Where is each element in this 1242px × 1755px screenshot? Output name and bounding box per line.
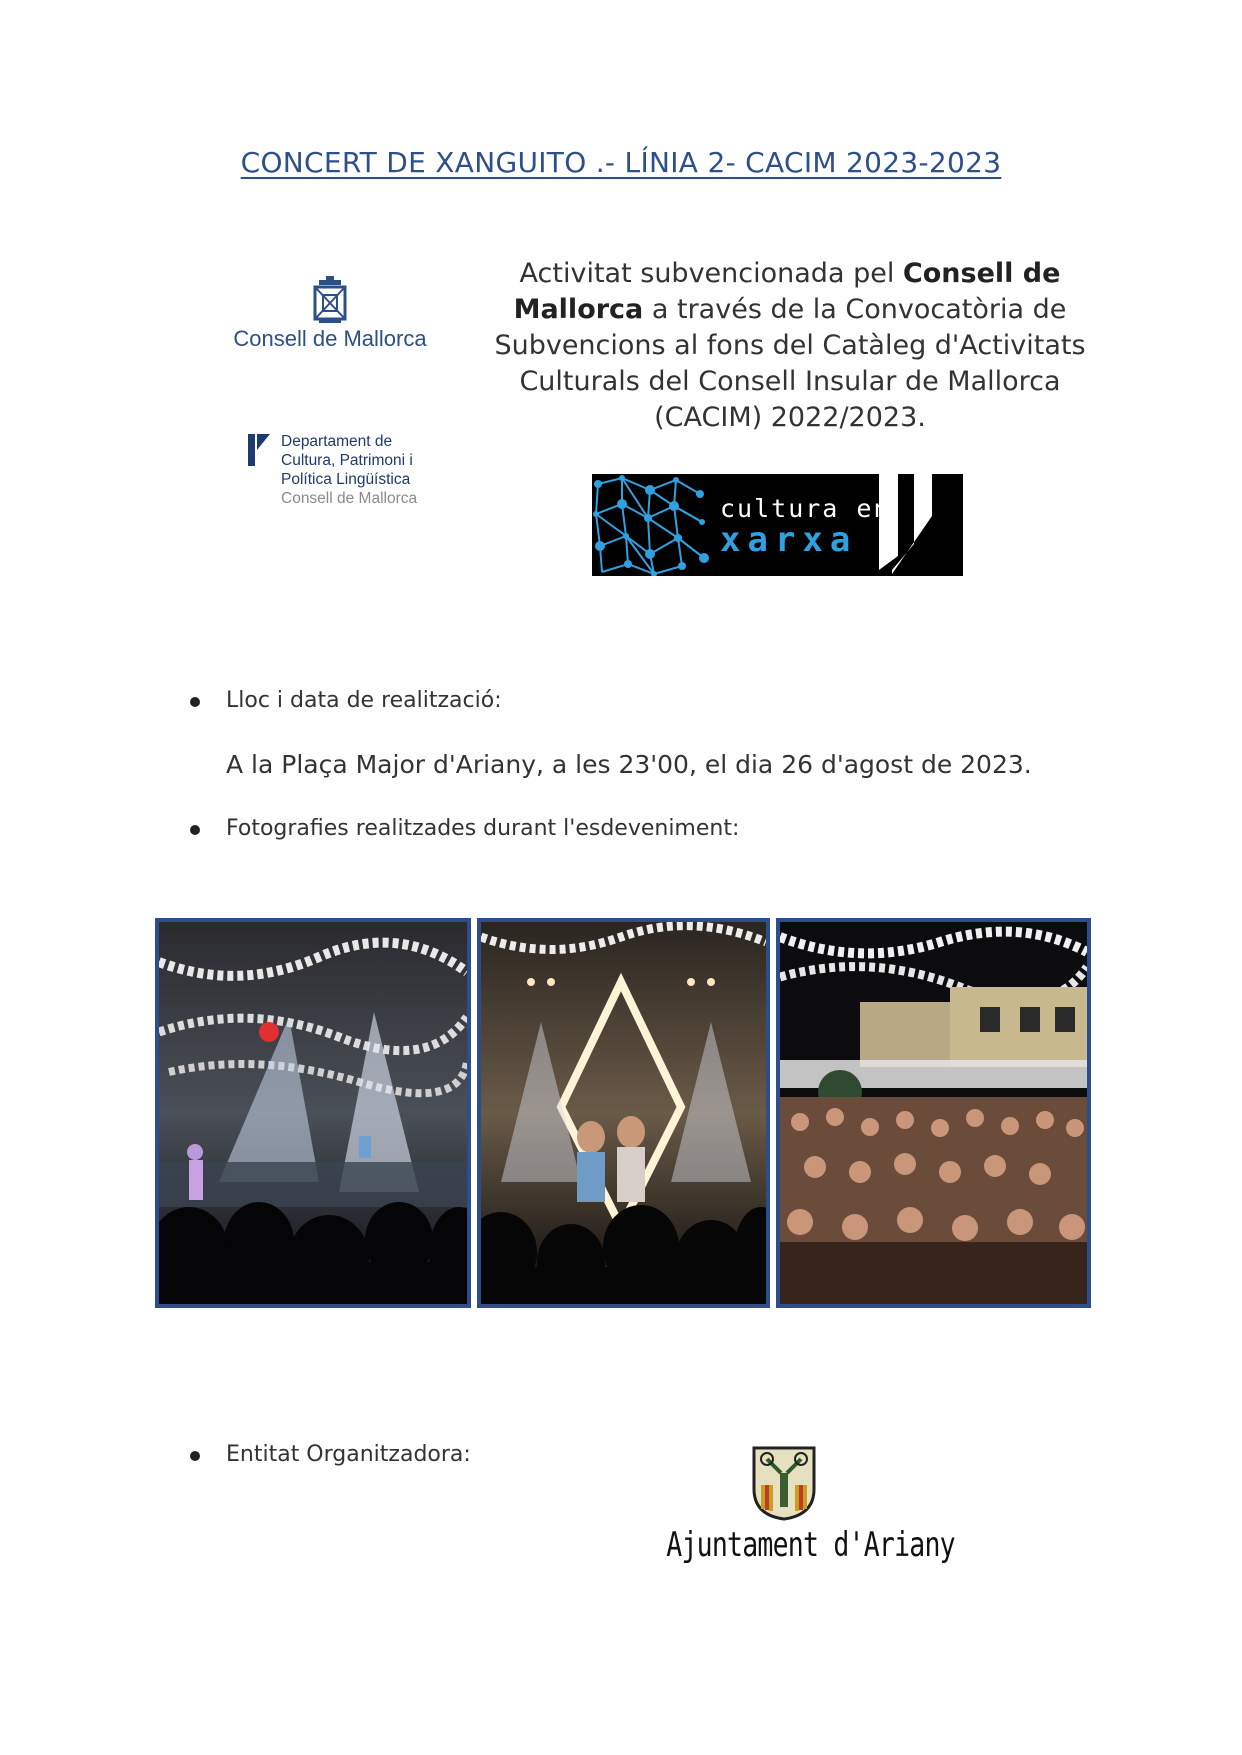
concert-photo-crowd (776, 918, 1091, 1308)
bullet-dot-icon (190, 697, 200, 707)
departament-mark-icon (248, 434, 272, 466)
departament-line-4: Consell de Mallorca (281, 490, 418, 507)
intro-paragraph (470, 256, 1110, 436)
departament-cultura-logo (248, 432, 468, 512)
organizer-label: Entitat Organitzadora: (226, 1442, 471, 1467)
concert-photo-band (477, 918, 770, 1308)
xarxa-line-1: cultura en (720, 494, 891, 523)
consell-crest-icon (309, 276, 351, 324)
place-label: Lloc i data de realització: (226, 688, 502, 713)
place-value: A la Plaça Major d'Ariany, a les 23'00, el dia 26 d'agost de 2023. (226, 750, 1032, 779)
departament-line-3: Política Lingüística (281, 471, 411, 488)
ajuntament-ariany-logo: Ajuntament d'Ariany (666, 1525, 955, 1565)
concert-photo-stage (155, 918, 471, 1308)
intro-text-bold: Consell de Mallorca (513, 258, 1061, 325)
consell-logo-text: Consell de Mallorca (233, 326, 427, 351)
bullet-dot-icon (190, 1451, 200, 1461)
xarxa-line-2: xarxa (720, 520, 858, 560)
page-title: CONCERT DE XANGUITO .- LÍNIA 2- CACIM 2023-2023 (240, 146, 1002, 179)
bullet-dot-icon (190, 825, 200, 835)
departament-line-1: Departament de (281, 433, 393, 450)
intro-text-pre: Activitat subvencionada pel (519, 258, 903, 289)
consell-de-mallorca-logo (225, 276, 435, 356)
cultura-en-xarxa-logo (592, 474, 963, 576)
departament-line-2: Cultura, Patrimoni i (281, 452, 413, 469)
photos-label: Fotografies realitzades durant l'esdeveniment: (226, 816, 740, 841)
intro-text-post: a través de la Convocatòria de Subvencions al fons del Catàleg d'Activitats Culturals del Consell Insular de Mallorca (CACIM) 2022/2023. (494, 294, 1086, 433)
ariany-coat-of-arms-icon (751, 1445, 817, 1521)
